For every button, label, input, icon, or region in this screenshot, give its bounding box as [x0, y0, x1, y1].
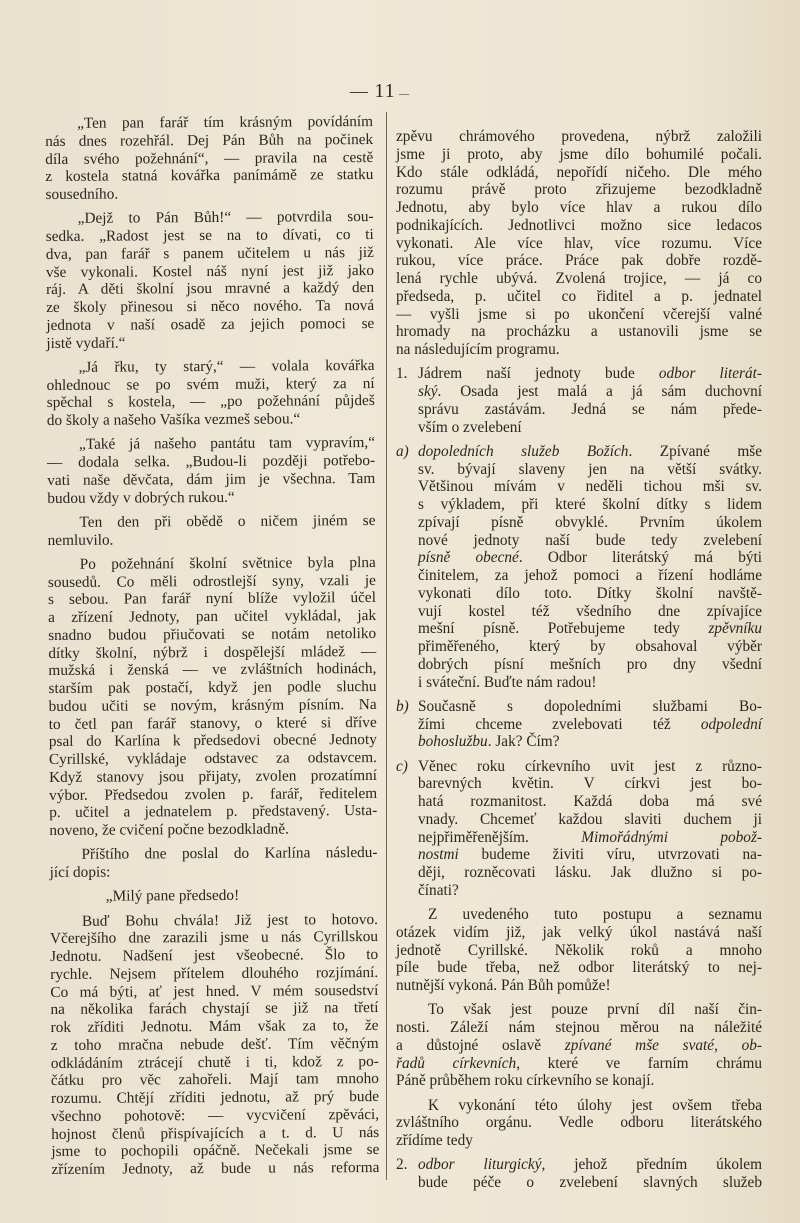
- text-line: [45, 131, 373, 151]
- text-segment: otázek vidím již, jak velký úkol nastává naší: [396, 923, 762, 941]
- text-segment: sedka. „Radost jest se na to dívati, co ti: [45, 225, 374, 245]
- text-line: [396, 461, 762, 479]
- text-segment: i sváteční. Buďte nám radou!: [418, 673, 597, 691]
- text-line: [396, 549, 762, 567]
- text-line: [46, 226, 374, 246]
- text-segment: podnikajících. Jednotlivci možno sice ledacos: [396, 216, 762, 234]
- text-line: [396, 1132, 762, 1150]
- paragraph: [45, 113, 374, 204]
- text-segment: Co má býti, ať jest hned. V mém sousedství: [50, 981, 379, 1001]
- text-segment: „Dejž to Pán Bůh!“ — potvrdila sou-: [77, 208, 374, 228]
- text-segment: „Ten pan farář tím krásným povídáním: [76, 112, 374, 132]
- text-segment: starším pak postačí, když jen podle sluchu: [48, 677, 377, 697]
- text-line: [48, 554, 376, 574]
- text-line: [396, 1037, 762, 1055]
- text-line: [46, 315, 374, 335]
- text-segment: mešní písně. Potřebujeme tedy: [418, 620, 709, 638]
- text-segment: čátku pro věc zahořeli. Mají tam mnoho: [50, 1070, 379, 1090]
- text-line: [396, 532, 762, 550]
- text-segment: jistě vydaří.“: [46, 334, 126, 352]
- paragraph: [396, 1001, 762, 1090]
- text-line: [49, 713, 377, 733]
- text-line: [50, 981, 378, 1001]
- text-line: [396, 620, 762, 638]
- text-segment: budeme živiti víru, utvrzovati na-: [458, 846, 762, 864]
- text-line: [48, 589, 376, 609]
- text-line: [396, 1072, 762, 1090]
- text-line: [51, 1035, 379, 1055]
- text-line: [396, 924, 762, 942]
- text-line: [47, 487, 375, 507]
- text-segment: dobrých písní mešních pro dny všední: [418, 655, 762, 673]
- text-segment: „Milý pane předsedo!: [105, 887, 240, 905]
- text-segment: rozumu. Chtějí zříditi jednotu, až prý bude: [50, 1087, 380, 1107]
- text-segment: bude péče o zvelebení slavných služeb: [418, 1174, 762, 1191]
- text-line: [396, 235, 762, 253]
- right-column: [396, 128, 762, 1192]
- text-line: [51, 1141, 379, 1161]
- column-divider: [386, 112, 387, 1180]
- text-line: [396, 1156, 762, 1174]
- text-segment: Jednotu. Nadšení jest všeobecné. Šlo to: [50, 945, 379, 965]
- text-line: [51, 1088, 379, 1108]
- text-segment: jsme ji proto, aby jsme dílo bohumilé počali.: [396, 145, 762, 163]
- list-marker: a): [396, 442, 409, 460]
- text-line: [396, 288, 762, 306]
- text-line: [50, 999, 378, 1019]
- text-segment: rukou, více práce. Práce pak dobře rozdě-: [396, 252, 762, 270]
- text-segment: vnady. Chcemeť každou slaviti duchem ji: [418, 810, 762, 828]
- text-line: [396, 181, 762, 199]
- paragraph: [50, 886, 378, 906]
- text-segment: snadno budou přiučovati se notám netoliko: [48, 624, 377, 644]
- text-line: [51, 1123, 379, 1143]
- text-line: [49, 802, 377, 822]
- text-segment: Cyrillské, vykládaje odstavec za odstavcem.: [48, 748, 377, 768]
- text-line: [49, 767, 377, 787]
- text-line: [396, 443, 762, 461]
- text-line: [396, 341, 762, 359]
- text-line: [45, 184, 373, 204]
- text-line: [50, 964, 378, 984]
- text-line: [50, 886, 378, 906]
- text-line: [396, 1114, 762, 1132]
- text-line: [396, 383, 762, 401]
- text-segment: jící dopis:: [49, 863, 111, 881]
- text-line: [396, 478, 762, 496]
- page-number: [330, 80, 430, 103]
- text-line: [396, 603, 762, 621]
- text-segment: Příštího dne poslal do Karlína následu-: [81, 844, 378, 864]
- text-segment: vše vykonali. Kostel náš nyní jest již jako: [45, 261, 375, 281]
- text-line: [396, 164, 762, 182]
- text-line: [396, 323, 762, 341]
- text-line: [396, 864, 762, 882]
- dash-right: —: [395, 89, 411, 100]
- text-line: [396, 656, 762, 674]
- text-segment: žími chceme zvelebovati též: [418, 715, 701, 733]
- text-line: [396, 217, 762, 235]
- text-segment: ze školy přinesou si něco nového. Ta nová: [46, 296, 375, 316]
- text-segment: a důstojné oslavě: [396, 1036, 565, 1054]
- list-marker: c): [396, 757, 408, 775]
- text-segment: ději, rozněcovati lásku. Jak dlužno si po-: [418, 864, 762, 881]
- text-line: [396, 128, 762, 146]
- italic-emphasis: Mimořádnými pobož-: [581, 828, 762, 846]
- text-line: [46, 297, 374, 317]
- text-segment: Kdo stále odkládá, nepořídí ničeho. Dle mého: [396, 163, 762, 181]
- page-number-value: 11: [374, 80, 396, 102]
- text-line: [48, 642, 376, 662]
- text-line: [45, 166, 373, 186]
- paragraph: [396, 1097, 762, 1150]
- text-segment: Jednotu, aby bylo více hlav a rukou dílo: [396, 199, 762, 216]
- text-segment: Věnec roku církevního uvit jest z různo-: [418, 757, 762, 775]
- text-segment: Většinou mívám v neděli tichou mši sv.: [418, 478, 762, 496]
- list-item: [396, 1156, 762, 1192]
- text-line: [46, 279, 374, 299]
- paragraph: [46, 208, 375, 352]
- text-line: [396, 716, 762, 734]
- text-segment: dítky školní, nýbrž i dospělejší mládež —: [48, 642, 377, 662]
- text-segment: výbor. Předsedou zvolen p. farář, ředitelem: [49, 784, 378, 804]
- text-segment: rozumu právě proto zřizujeme bezodkladně: [396, 181, 762, 199]
- text-line: [396, 365, 762, 383]
- text-line: [396, 401, 762, 419]
- text-line: [396, 1097, 762, 1115]
- text-segment: ráj. A děti školní jsou mravné a každý den: [46, 279, 375, 299]
- text-segment: spěchal s kostela, — „po požehnání půjdeš: [46, 392, 375, 412]
- list-marker: b): [396, 697, 409, 715]
- text-line: [50, 910, 378, 930]
- text-line: [396, 199, 762, 217]
- text-line: [47, 434, 375, 454]
- text-line: [396, 1055, 762, 1073]
- text-line: [47, 374, 375, 394]
- text-segment: zpěvu chrámového provedena, nýbrž založili: [396, 128, 762, 145]
- text-line: [50, 946, 378, 966]
- text-segment: předseda, p. učitel co řiditel a p. jednatel: [396, 287, 762, 305]
- text-segment: vším o zvelebení: [418, 418, 522, 436]
- text-line: [51, 1052, 379, 1072]
- text-line: [46, 244, 374, 264]
- text-line: [396, 829, 762, 847]
- text-line: [46, 332, 374, 352]
- text-line: [396, 419, 762, 437]
- text-segment: „Také já našeho pantátu tam vypravím,“: [78, 434, 376, 454]
- italic-emphasis: bohoslužbu: [418, 733, 488, 751]
- text-line: [396, 674, 762, 692]
- text-line: [396, 1174, 762, 1192]
- text-line: [49, 749, 377, 769]
- text-segment: všechno pohotově: — vycvičení zpěváci,: [51, 1105, 380, 1125]
- text-segment: na několika farách chystají se již na třetí: [50, 999, 379, 1019]
- italic-emphasis: odpolední: [700, 715, 762, 733]
- text-line: [47, 512, 375, 532]
- text-line: [396, 758, 762, 776]
- text-line: [396, 942, 762, 960]
- text-line: [396, 567, 762, 585]
- text-segment: nové jednoty naší bude tedy zvelebení: [418, 531, 762, 549]
- text-line: [396, 306, 762, 324]
- text-segment: píle bude třeba, než odbor literátský to nej-: [396, 959, 762, 977]
- text-segment: — dodala selka. „Budou-li později potřebo-: [47, 451, 376, 471]
- text-line: [47, 452, 375, 472]
- text-line: [45, 113, 373, 133]
- text-line: [396, 733, 762, 751]
- text-line: [46, 357, 374, 377]
- text-segment: a zřízení Jednoty, pan učitel vykládal, jak: [48, 606, 377, 626]
- text-segment: zpívají písně obvyklé. Prvním úkolem: [418, 513, 762, 531]
- italic-emphasis: řadů církevních: [396, 1054, 517, 1072]
- paragraph: [48, 554, 378, 840]
- paragraph: [396, 128, 762, 359]
- text-segment: Jádrem naší jednoty bude: [418, 365, 659, 383]
- text-segment: hromady na procházku a ustanovili jsme se: [396, 323, 762, 341]
- text-segment: K vykonání této úlohy jest ovšem třeba: [428, 1096, 762, 1114]
- text-segment: , jehož předním úkolem: [541, 1156, 762, 1174]
- text-segment: sv. bývají slaveny jen na větší svátky.: [418, 460, 762, 478]
- text-segment: . Osada jest malá a já sám duchovní: [437, 383, 762, 400]
- text-segment: barevných květin. V církvi jest bo-: [418, 775, 762, 793]
- text-segment: z kostela statná kovářka panímámě ze statku: [45, 166, 374, 186]
- paragraph: [47, 512, 375, 550]
- text-line: [48, 529, 376, 549]
- text-segment: nosti. Záleží nám stejnou měrou na náležité: [396, 1019, 762, 1036]
- list-marker: 2.: [396, 1156, 408, 1174]
- text-segment: s sebou. Pan farář nyní blíže vyložil účel: [47, 589, 377, 609]
- text-segment: jsme to pochopili opáčně. Nečekali jsme se: [51, 1141, 380, 1161]
- paragraph: [396, 906, 762, 995]
- text-segment: Současně s dopoledními službami Bo-: [418, 697, 762, 715]
- left-column: [45, 113, 379, 1179]
- text-line: [396, 959, 762, 977]
- italic-emphasis: písně obecné: [418, 549, 519, 567]
- italic-emphasis: odbor literát-: [658, 365, 762, 383]
- text-segment: zvláštního orgánu. Vedle odboru literátského: [396, 1114, 762, 1132]
- text-line: [396, 1001, 762, 1019]
- text-line: [396, 1019, 762, 1037]
- text-line: [49, 731, 377, 751]
- text-line: [48, 571, 376, 591]
- text-line: [51, 1106, 379, 1126]
- list-item: [396, 698, 762, 751]
- text-segment: do školy a našeho Vašíka vezmeš sebou.“: [46, 410, 301, 429]
- text-line: [48, 625, 376, 645]
- text-line: [396, 585, 762, 603]
- text-line: [45, 148, 373, 168]
- italic-emphasis: dopoledních služeb Božích: [418, 442, 629, 460]
- italic-emphasis: zpěvníku: [708, 620, 762, 638]
- text-segment: vykonati dílo toto. Dítky školní navště-: [418, 584, 762, 602]
- text-segment: jednotě Cyrillské. Několik roků a mnoho: [396, 941, 762, 959]
- text-line: [396, 514, 762, 532]
- italic-emphasis: zpívané mše svaté, ob-: [564, 1036, 762, 1054]
- text-line: [396, 882, 762, 900]
- text-line: [50, 862, 378, 882]
- text-segment: činitelem, za jehož pomoci a řízení hodláme: [418, 567, 762, 584]
- text-segment: Po požehnání školní světnice byla plna: [79, 553, 376, 573]
- text-segment: Z uvedeného tuto postupu a seznamu: [428, 906, 762, 923]
- text-segment: . Jak? Čím?: [487, 733, 560, 751]
- text-line: [396, 793, 762, 811]
- text-line: [46, 208, 374, 228]
- text-line: [49, 784, 377, 804]
- text-line: [396, 775, 762, 793]
- text-segment: p. učitel a jednatelem p. představený. Usta-: [49, 802, 378, 822]
- text-segment: — vyšli jsme si po ukončení včerejší valné: [396, 305, 762, 323]
- text-segment: budou učiti se novým, krásným písním. Na: [48, 695, 377, 715]
- text-segment: . Zpívané mše: [628, 442, 762, 460]
- text-line: [49, 820, 377, 840]
- italic-emphasis: ský: [418, 383, 438, 400]
- text-segment: vují kostel též všedního dne zpívajíce: [418, 602, 762, 620]
- paragraph: [46, 357, 374, 430]
- text-segment: Páně průběhem roku církevního se konají.: [396, 1072, 655, 1090]
- italic-emphasis: odbor liturgický: [418, 1156, 542, 1174]
- list-item: [396, 443, 762, 692]
- text-line: [46, 261, 374, 281]
- text-segment: odkládáním ztrácejí chutě i ti, kdož z po-: [50, 1052, 379, 1072]
- text-segment: rok zříditi Jednotu. Mám však za to, že: [50, 1016, 379, 1036]
- text-line: [51, 1070, 379, 1090]
- text-segment: dva, pan farář s panem učitelem u nás již: [45, 243, 374, 263]
- text-line: [48, 607, 376, 627]
- text-segment: správu zastávám. Jedná se nám přede-: [418, 400, 762, 418]
- text-line: [396, 846, 762, 864]
- text-segment: nás dnes rozehřál. Dej Pán Bůh na počinek: [45, 130, 374, 150]
- text-line: [51, 1017, 379, 1037]
- text-line: [396, 811, 762, 829]
- text-segment: hojnost členů přispívajících a t. d. U nás: [51, 1123, 380, 1143]
- text-segment: zřídíme tedy: [396, 1132, 473, 1149]
- text-segment: s výkladem, při které školní dítky s lidem: [418, 496, 762, 513]
- text-segment: Včerejšího dne zarazili jsme u nás Cyrillskou: [49, 928, 379, 948]
- text-line: [48, 660, 376, 680]
- text-segment: nemluvilo.: [47, 531, 114, 549]
- list-item: [396, 365, 762, 436]
- text-line: [396, 496, 762, 514]
- text-segment: , které ve farním chrámu: [516, 1054, 762, 1072]
- text-segment: sousedů. Co měli odrostlejší syny, vzali je: [47, 571, 376, 591]
- text-segment: to četl pan farář stanovy, o které si dříve: [48, 713, 377, 733]
- text-segment: zřízením Jednoty, až bude u nás reforma: [51, 1158, 380, 1178]
- text-segment: přiměřeného, který by obsahoval výběr: [418, 638, 762, 655]
- dash-left: —: [349, 81, 375, 101]
- text-line: [396, 638, 762, 656]
- text-segment: „Já řku, ty starý,“ — volala kovářka: [78, 356, 375, 376]
- text-segment: Ten den při obědě o ničem jiném se: [79, 511, 376, 531]
- text-line: [47, 410, 375, 430]
- text-line: [48, 678, 376, 698]
- text-segment: Buď Bohu chvála! Již jest to hotovo.: [81, 910, 378, 930]
- text-segment: hatá rozmanitost. Každá doba má své: [418, 793, 762, 810]
- text-segment: vati naše děvčata, dám jim je všechna. Tam: [47, 469, 376, 489]
- text-segment: noveno, že cvičení počne bezodkladně.: [49, 820, 289, 839]
- text-line: [51, 1159, 379, 1179]
- text-segment: díla svého požehnání“, — pravila na cestě: [45, 148, 374, 168]
- italic-emphasis: nostmi: [418, 846, 459, 864]
- text-line: [49, 696, 377, 716]
- text-segment: rychle. Nejsem přítelem dlouhého rozjímání.: [50, 963, 379, 983]
- list-item: [396, 758, 762, 900]
- text-segment: na následujícím programu.: [396, 341, 560, 358]
- text-segment: psal do Karlína k předsedovi obecné Jednoty: [48, 731, 377, 751]
- paragraph: [50, 910, 380, 1178]
- text-segment: budou vždy v dobrých rukou.“: [47, 488, 235, 507]
- text-segment: nejpřiměřenějším.: [418, 828, 582, 846]
- text-line: [396, 977, 762, 995]
- list-marker: 1.: [396, 365, 408, 383]
- text-segment: z toho mračna nebude dešť. Tím věčným: [50, 1034, 379, 1054]
- text-segment: . Odbor literátský má býti: [518, 549, 762, 567]
- text-line: [50, 928, 378, 948]
- text-line: [396, 906, 762, 924]
- text-segment: Když stanovy jsou přijaty, zvolen prozatímní: [48, 766, 378, 786]
- text-line: [47, 470, 375, 490]
- text-segment: mužská i ženská — ve zvláštních hodinách,: [48, 660, 377, 680]
- text-segment: čínati?: [418, 881, 459, 899]
- text-line: [396, 252, 762, 270]
- text-segment: lená rychle ubývá. Zvolená trojice, — já co: [396, 270, 762, 287]
- text-line: [49, 844, 377, 864]
- text-line: [396, 146, 762, 164]
- text-line: [396, 698, 762, 716]
- text-segment: To však jest pouze první díl naší čin-: [428, 1001, 762, 1019]
- text-segment: jednota v naší osadě za jejich pomoci se: [46, 314, 375, 334]
- text-segment: nutnější vykoná. Pán Bůh pomůže!: [396, 977, 611, 994]
- text-line: [396, 270, 762, 288]
- paragraph: [49, 844, 377, 882]
- paragraph: [47, 434, 375, 507]
- text-segment: vykonati. Ale více hlav, více rozumu. Více: [396, 234, 762, 252]
- text-segment: ohlednouc se po svém muži, který za ní: [46, 374, 375, 394]
- text-line: [47, 392, 375, 412]
- text-segment: sousedního.: [45, 185, 119, 203]
